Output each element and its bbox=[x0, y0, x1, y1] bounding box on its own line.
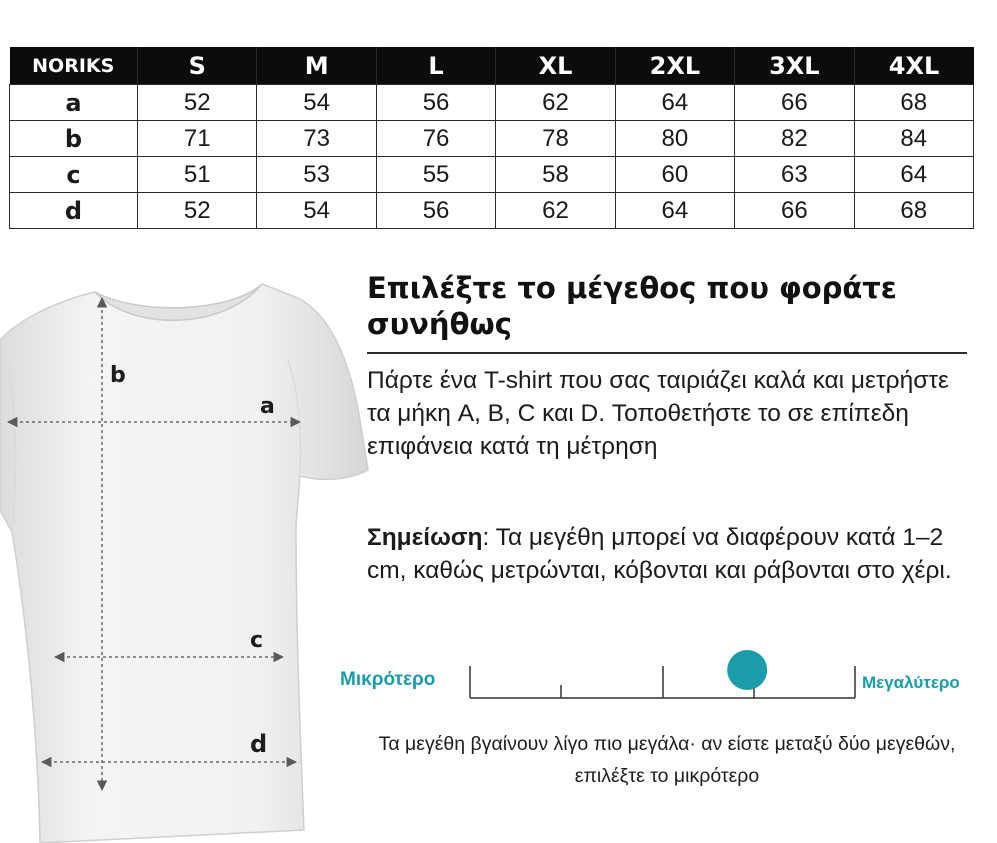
size-header: S bbox=[138, 47, 257, 85]
table-cell: 60 bbox=[615, 157, 734, 193]
table-cell: 58 bbox=[496, 157, 615, 193]
measurement-label: c bbox=[10, 157, 138, 193]
size-header: 4XL bbox=[854, 47, 973, 85]
table-cell: 62 bbox=[496, 193, 615, 229]
table-cell: 56 bbox=[376, 85, 495, 121]
fit-scale-smaller-label: Μικρότερο bbox=[340, 669, 436, 690]
tshirt-diagram bbox=[0, 270, 370, 843]
table-row bbox=[10, 121, 974, 157]
table-cell: 68 bbox=[854, 193, 973, 229]
size-header: 2XL bbox=[615, 47, 734, 85]
tshirt-shape bbox=[0, 284, 368, 843]
table-row bbox=[10, 85, 974, 121]
size-header: M bbox=[257, 47, 376, 85]
label-d: d bbox=[250, 730, 268, 758]
note-label: Σημείωση bbox=[367, 524, 483, 551]
table-cell: 78 bbox=[496, 121, 615, 157]
note-text: : Τα μεγέθη μπορεί να διαφέρουν κατά 1–2 cm, καθώς μετρώνται, κόβονται και ράβονται στο χέρι. bbox=[367, 524, 952, 584]
table-cell: 54 bbox=[257, 85, 376, 121]
table-cell: 84 bbox=[854, 121, 973, 157]
size-header: 3XL bbox=[735, 47, 854, 85]
table-cell: 80 bbox=[615, 121, 734, 157]
table-cell: 73 bbox=[257, 121, 376, 157]
table-cell: 64 bbox=[615, 193, 734, 229]
size-header-row bbox=[10, 47, 974, 85]
fit-note: Τα μεγέθη βγαίνουν λίγο πιο μεγάλα· αν είστε μεταξύ δύο μεγεθών, επιλέξτε το μικρότερο bbox=[378, 733, 956, 787]
table-cell: 68 bbox=[854, 85, 973, 121]
table-cell: 82 bbox=[735, 121, 854, 157]
table-cell: 62 bbox=[496, 85, 615, 121]
title-divider bbox=[367, 352, 967, 354]
size-header: XL bbox=[496, 47, 615, 85]
size-chart-table bbox=[9, 47, 974, 229]
measurement-label: d bbox=[10, 193, 138, 229]
page-title: Επιλέξτε το μέγεθος που φοράτε συνήθως bbox=[367, 271, 897, 341]
table-row bbox=[10, 157, 974, 193]
table-cell: 54 bbox=[257, 193, 376, 229]
table-cell: 52 bbox=[138, 85, 257, 121]
table-cell: 71 bbox=[138, 121, 257, 157]
table-cell: 66 bbox=[735, 85, 854, 121]
fit-scale bbox=[465, 645, 860, 705]
brand-header: NORIKS bbox=[10, 47, 138, 85]
table-cell: 55 bbox=[376, 157, 495, 193]
note-paragraph bbox=[367, 521, 977, 587]
measuring-instructions: Πάρτε ένα T-shirt που σας ταιριάζει καλά και μετρήστε τα μήκη A, B, C και D. Τοποθετήστε το σε επίπεδη επιφάνεια κατά τη μέτρηση bbox=[367, 367, 949, 460]
label-c: c bbox=[250, 628, 264, 653]
table-cell: 76 bbox=[376, 121, 495, 157]
table-cell: 66 bbox=[735, 193, 854, 229]
table-row bbox=[10, 193, 974, 229]
label-b: b bbox=[110, 363, 126, 388]
measurement-label: a bbox=[10, 85, 138, 121]
table-cell: 63 bbox=[735, 157, 854, 193]
fit-scale-marker bbox=[727, 650, 767, 690]
label-a: a bbox=[260, 394, 275, 419]
table-cell: 64 bbox=[615, 85, 734, 121]
table-cell: 53 bbox=[257, 157, 376, 193]
table-cell: 52 bbox=[138, 193, 257, 229]
measurement-label: b bbox=[10, 121, 138, 157]
size-header: L bbox=[376, 47, 495, 85]
table-cell: 64 bbox=[854, 157, 973, 193]
table-cell: 51 bbox=[138, 157, 257, 193]
table-cell: 56 bbox=[376, 193, 495, 229]
fit-scale-larger-label: Μεγαλύτερο bbox=[862, 673, 960, 692]
